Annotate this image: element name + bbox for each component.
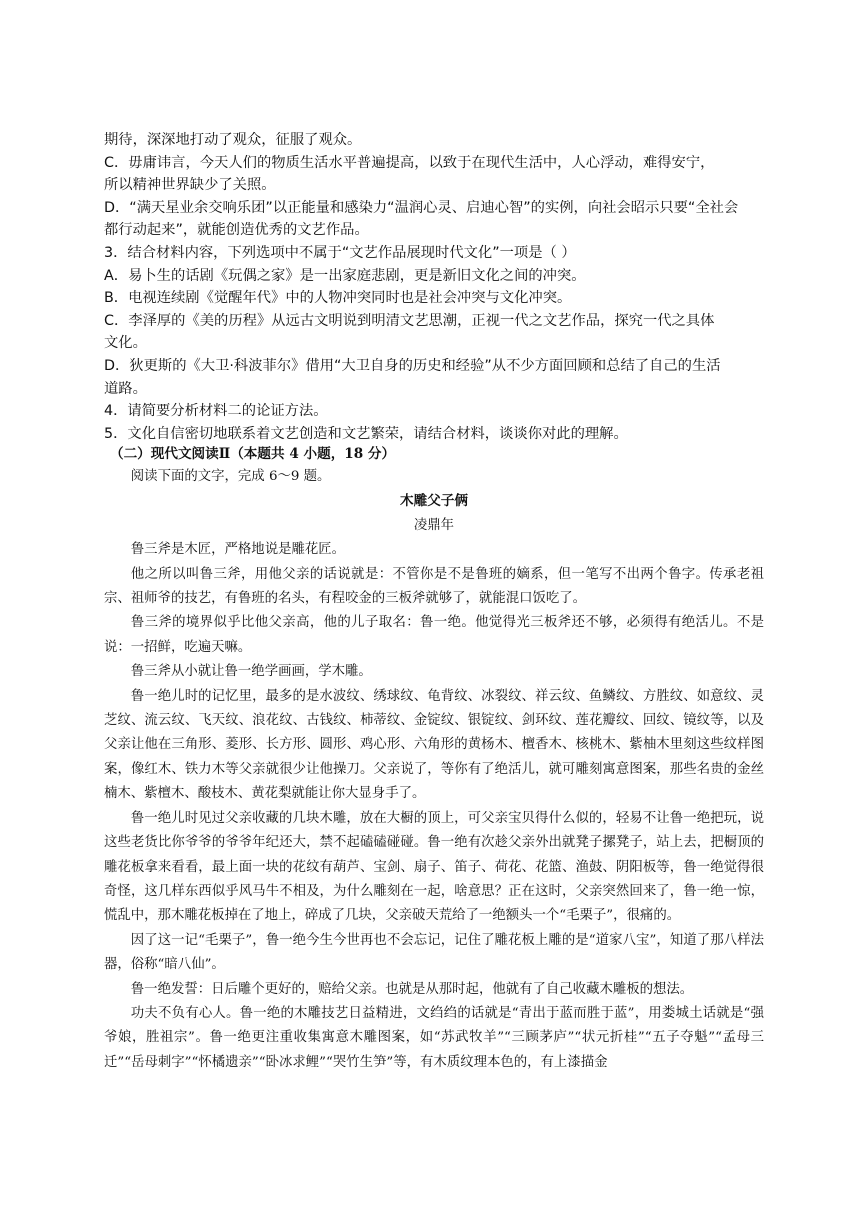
- story-paragraph: 鲁一绝儿时的记忆里，最多的是水波纹、绣球纹、龟背纹、冰裂纹、祥云纹、鱼鳞纹、方胜纹、如意纹、灵芝纹、流云纹、飞天纹、浪花纹、古钱纹、柿蒂纹、金锭纹、银锭纹、剑环纹、莲花瓣纹、回纹、镜纹等，以及父亲让他在三角形、菱形、长方形、圆形、鸡心形、六角形的黄杨木、檀香木、核桃木、紫柚木里刻这些纹样图案，像红木、铁力木等父亲就很少让他操刀。父亲说了，等你有了绝活儿，就可雕刻寓意图案，那些名贵的金丝楠木、紫檀木、酸枝木、黄花梨就能让你大显身手了。: [104, 688, 764, 802]
- q3-option-b: B．电视连续剧《觉醒年代》中的人物冲突同时也是社会冲突与文化冲突。: [104, 290, 572, 307]
- question-5: 5．文化自信密切地联系着文艺创造和文艺繁荣，请结合材料，谈谈你对此的理解。: [104, 425, 628, 442]
- story-paragraph: 因了这一记“毛栗子”，鲁一绝今生今世再也不会忘记，记住了雕花板上雕的是“道家八宝”，知道了那八样法器，俗称“暗八仙”。: [104, 932, 764, 973]
- q3-option-c-line-2: 文化。: [104, 335, 147, 352]
- q3-option-c-line-1: C．李泽厚的《美的历程》从远古文明说到明清文艺思潮，正视一代之文艺作品，探究一代之具体: [104, 312, 715, 329]
- story-title: 木雕父子俩: [400, 493, 468, 510]
- story-author: 凌鼎年: [413, 518, 455, 534]
- story-paragraph: 鲁一绝儿时见过父亲收藏的几块木雕，放在大橱的顶上，可父亲宝贝得什么似的，轻易不让鲁一绝把玩，说这些老货比你爷爷的爷爷年纪还大，禁不起磕磕碰碰。鲁一绝有次趁父亲外出就凳子摞凳子，站上去，把橱顶的雕花板拿来看看，最上面一块的花纹有葫芦、宝剑、扇子、笛子、荷花、花篮、渔鼓、阴阳板等，鲁一绝觉得很奇怪，这几样东西似乎风马牛不相及，为什么雕刻在一起，啥意思？正在这时，父亲突然回来了，鲁一绝一惊，慌乱中，那木雕花板掉在了地上，碎成了几块，父亲破天荒给了一绝额头一个“毛栗子”，很痛的。: [104, 810, 764, 924]
- option-c-line-2: 所以精神世界缺少了关照。: [104, 177, 276, 194]
- q3-option-a: A．易卜生的话剧《玩偶之家》是一出家庭悲剧，更是新旧文化之间的冲突。: [104, 267, 586, 284]
- question-4: 4．请简要分析材料二的论证方法。: [104, 403, 328, 420]
- section-heading: （二）现代文阅读Ⅱ（本题共 4 小题，18 分）: [110, 446, 396, 463]
- document-content: [104, 129, 764, 1075]
- story-paragraph: 功夫不负有心人。鲁一绝的木雕技艺日益精进，文绉绉的话就是“青出于蓝而胜于蓝”，用娄城土话就是“强爷娘，胜祖宗”。鲁一绝更注重收集寓意木雕图案，如“苏武牧羊”“三顾茅庐”“状元折桂”“五子夺魁”“孟母三迁”“岳母刺字”“怀橘遗亲”“卧冰求鲤”“哭竹生笋”等，有木质纹理本色的，有上漆描金: [104, 1005, 764, 1070]
- story-paragraph: 鲁一绝发誓：日后雕个更好的，赔给父亲。也就是从那时起，他就有了自己收藏木雕板的想法。: [130, 981, 694, 997]
- story-paragraph: 鲁三斧是木匠，严格地说是雕花匠。: [130, 542, 346, 558]
- option-d-line-1: D．“满天星业余交响乐团”以正能量和感染力“温润心灵、启迪心智”的实例，向社会昭示只要“全社会: [104, 199, 739, 216]
- q3-option-d-line-1: D．狄更斯的《大卫·科波菲尔》借用“大卫自身的历史和经验”从不少方面回顾和总结了自己的生活: [104, 357, 721, 374]
- question-3: 3．结合材料内容，下列选项中不属于“文艺作品展现时代文化”一项是（ ）: [104, 244, 576, 261]
- option-d-line-2: 都行动起来”，就能创造优秀的文艺作品。: [104, 222, 369, 239]
- option-c-line-1: C．毋庸讳言，今天人们的物质生活水平普遍提高，以致于在现代生活中，人心浮动，难得安宁，: [104, 154, 715, 171]
- story-paragraph: 鲁三斧的境界似乎比他父亲高，他的儿子取名：鲁一绝。他觉得光三板斧还不够，必须得有绝活儿。不是说：一招鲜，吃遍天嘛。: [104, 615, 764, 655]
- answer-line: 期待，深深地打动了观众，征服了观众。: [104, 132, 362, 148]
- q3-option-d-line-2: 道路。: [104, 380, 147, 397]
- reading-instruction: 阅读下面的文字，完成 6～9 题。: [130, 468, 331, 484]
- story-paragraph: 鲁三斧从小就让鲁一绝学画画，学木雕。: [130, 664, 372, 680]
- story-paragraph: 他之所以叫鲁三斧，用他父亲的话说就是：不管你是不是鲁班的嫡系，但一笔写不出两个鲁字。传承老祖宗、祖师爷的技艺，有鲁班的名头，有程咬金的三板斧就够了，就能混口饭吃了。: [104, 566, 764, 607]
